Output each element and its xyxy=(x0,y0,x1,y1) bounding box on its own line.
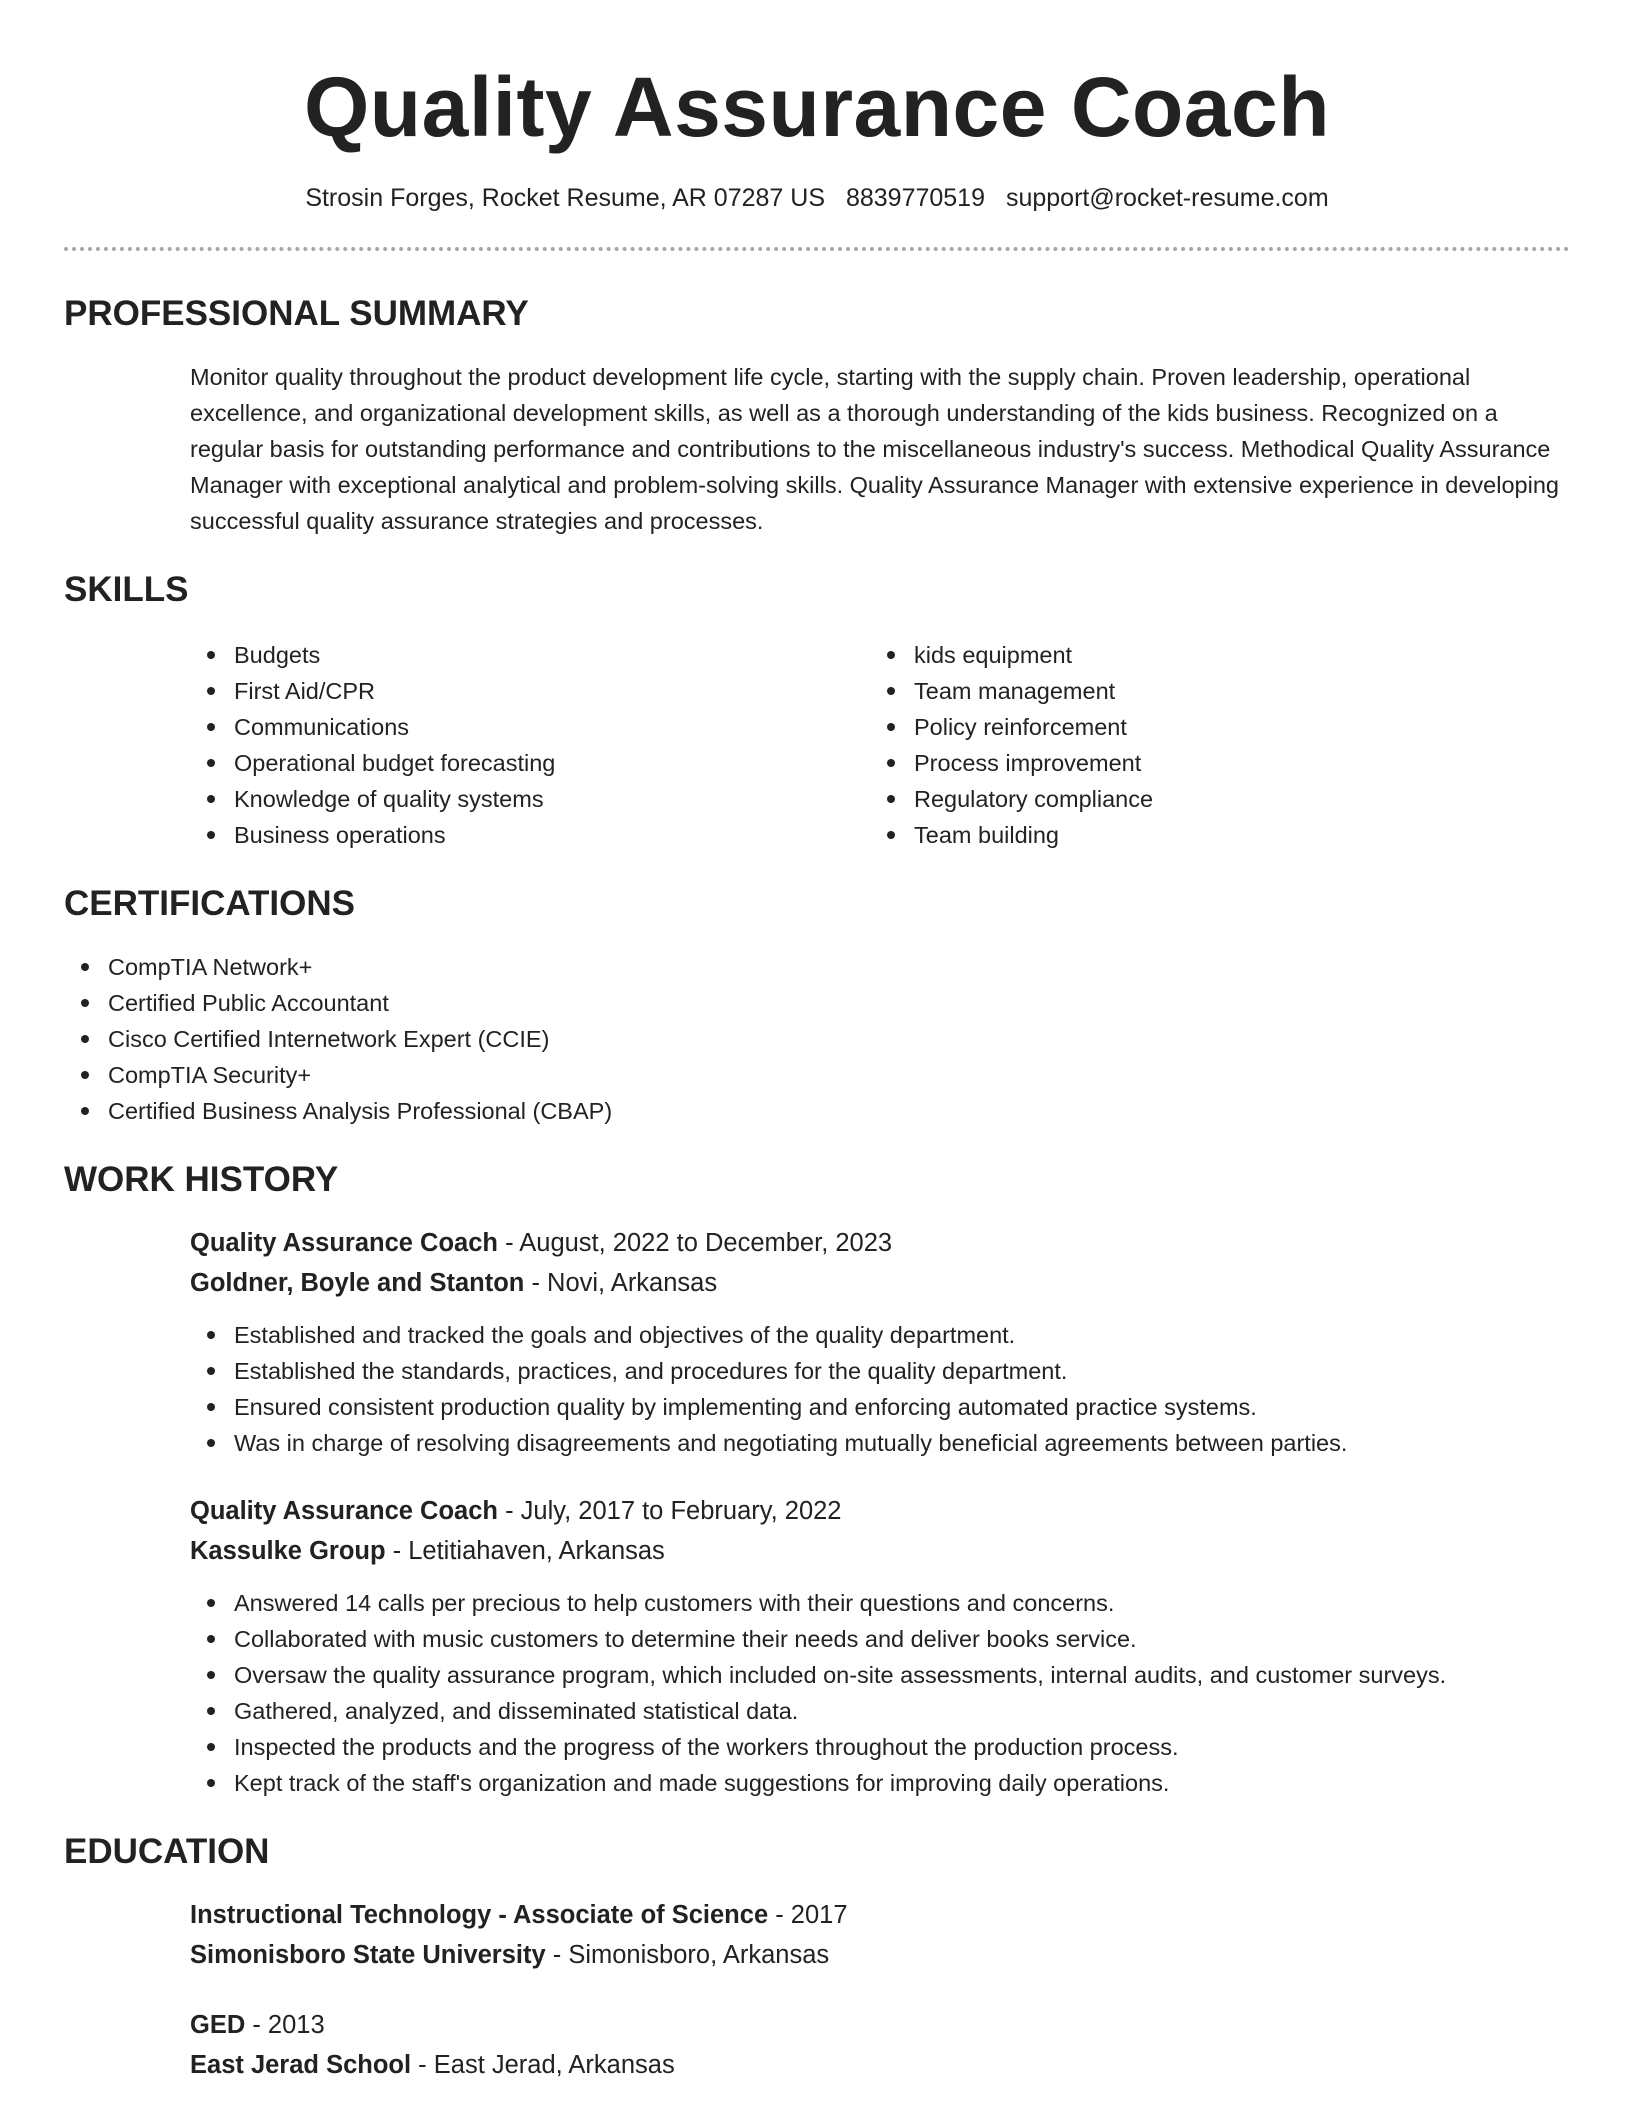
job-duty: Established the standards, practices, and procedures for the quality department. xyxy=(190,1353,1570,1389)
education-degree-line xyxy=(190,2005,1570,2045)
education-entry xyxy=(190,2005,1570,2085)
contact-line xyxy=(64,182,1570,214)
skill-item: Budgets xyxy=(190,637,870,673)
certification-item: Certified Business Analysis Professional (CBAP) xyxy=(64,1093,1570,1129)
education-heading: EDUCATION xyxy=(64,1832,270,1871)
skills-column-right xyxy=(870,637,1550,853)
education-year: - 2013 xyxy=(245,2011,325,2039)
work-history-section xyxy=(64,1159,1570,1801)
skill-item: Process improvement xyxy=(870,745,1550,781)
job-company: Goldner, Boyle and Stanton xyxy=(190,1269,525,1297)
skills-heading: SKILLS xyxy=(64,570,189,609)
work-history-heading: WORK HISTORY xyxy=(64,1160,339,1199)
job-role: Quality Assurance Coach xyxy=(190,1497,498,1525)
job-title-line xyxy=(190,1491,1570,1531)
skill-item: Team building xyxy=(870,817,1550,853)
skills-section xyxy=(64,569,1570,853)
skills-column-left xyxy=(190,637,870,853)
header-divider xyxy=(64,247,1570,251)
summary-text: Monitor quality throughout the product development life cycle, starting with the supply chain. Proven leadership, operational excellence, and organizational development skills, as well as a thorough understanding of the kids business. Recognized on a regular basis for outstanding performance and contributions to the miscellaneous industry's success. Methodical Quality Assurance Manager with exceptional analytical and problem-solving skills. Quality Assurance Manager with extensive experience in developing successful quality assurance strategies and processes. xyxy=(190,364,1559,534)
contact-email: support@rocket-resume.com xyxy=(1005,184,1329,212)
education-year: - 2017 xyxy=(768,1901,848,1929)
job-entry xyxy=(190,1223,1570,1461)
certifications-heading: CERTIFICATIONS xyxy=(64,884,356,923)
job-duty: Gathered, analyzed, and disseminated statistical data. xyxy=(190,1693,1570,1729)
job-role: Quality Assurance Coach xyxy=(190,1229,498,1257)
job-location: - Novi, Arkansas xyxy=(524,1269,718,1297)
job-duties xyxy=(64,1585,1570,1801)
job-dates: - August, 2022 to December, 2023 xyxy=(498,1229,893,1257)
education-entry xyxy=(190,1895,1570,1975)
education-school: East Jerad School xyxy=(190,2051,412,2079)
education-location: - East Jerad, Arkansas xyxy=(411,2051,675,2079)
job-duty: Answered 14 calls per precious to help customers with their questions and concerns. xyxy=(190,1585,1570,1621)
certification-item: CompTIA Security+ xyxy=(64,1057,1570,1093)
job-duty: Kept track of the staff's organization and made suggestions for improving daily operations. xyxy=(190,1765,1570,1801)
job-company-line xyxy=(190,1263,1570,1303)
skill-item: Regulatory compliance xyxy=(870,781,1550,817)
resume-title: Quality Assurance Coach xyxy=(303,60,1331,154)
job-title-line xyxy=(190,1223,1570,1263)
job-duty: Oversaw the quality assurance program, which included on-site assessments, internal audits, and customer surveys. xyxy=(190,1657,1570,1693)
job-duty: Inspected the products and the progress of the workers throughout the production process. xyxy=(190,1729,1570,1765)
skill-item: Knowledge of quality systems xyxy=(190,781,870,817)
education-section xyxy=(64,1831,1570,2085)
skill-item: Operational budget forecasting xyxy=(190,745,870,781)
skill-item: kids equipment xyxy=(870,637,1550,673)
skill-item: Team management xyxy=(870,673,1550,709)
job-duty: Established and tracked the goals and objectives of the quality department. xyxy=(190,1317,1570,1353)
summary-section xyxy=(64,293,1570,539)
certification-item: CompTIA Network+ xyxy=(64,949,1570,985)
certification-item: Cisco Certified Internetwork Expert (CCIE) xyxy=(64,1021,1570,1057)
education-degree: GED xyxy=(190,2011,246,2039)
certification-item: Certified Public Accountant xyxy=(64,985,1570,1021)
job-dates: - July, 2017 to February, 2022 xyxy=(498,1497,842,1525)
education-school: Simonisboro State University xyxy=(190,1941,546,1969)
skill-item: Policy reinforcement xyxy=(870,709,1550,745)
skill-item: Business operations xyxy=(190,817,870,853)
skills-list xyxy=(190,637,1570,853)
certifications-list xyxy=(64,949,1570,1129)
job-entry xyxy=(190,1491,1570,1801)
education-degree-line xyxy=(190,1895,1570,1935)
contact-phone: 8839770519 xyxy=(845,184,985,212)
job-duties xyxy=(64,1317,1570,1461)
job-duty: Was in charge of resolving disagreements and negotiating mutually beneficial agreements between parties. xyxy=(190,1425,1570,1461)
education-degree: Instructional Technology - Associate of Science xyxy=(190,1901,769,1929)
summary-heading: PROFESSIONAL SUMMARY xyxy=(64,294,529,333)
skill-item: Communications xyxy=(190,709,870,745)
job-duty: Collaborated with music customers to determine their needs and deliver books service. xyxy=(190,1621,1570,1657)
job-company-line xyxy=(190,1531,1570,1571)
education-location: - Simonisboro, Arkansas xyxy=(545,1941,830,1969)
job-location: - Letitiahaven, Arkansas xyxy=(385,1537,665,1565)
education-school-line xyxy=(190,1935,1570,1975)
skill-item: First Aid/CPR xyxy=(190,673,870,709)
education-school-line xyxy=(190,2045,1570,2085)
job-duty: Ensured consistent production quality by implementing and enforcing automated practice systems. xyxy=(190,1389,1570,1425)
contact-address: Strosin Forges, Rocket Resume, AR 07287 US xyxy=(305,184,825,212)
job-company: Kassulke Group xyxy=(190,1537,386,1565)
certifications-section xyxy=(64,883,1570,1129)
resume-page xyxy=(64,0,1570,2085)
